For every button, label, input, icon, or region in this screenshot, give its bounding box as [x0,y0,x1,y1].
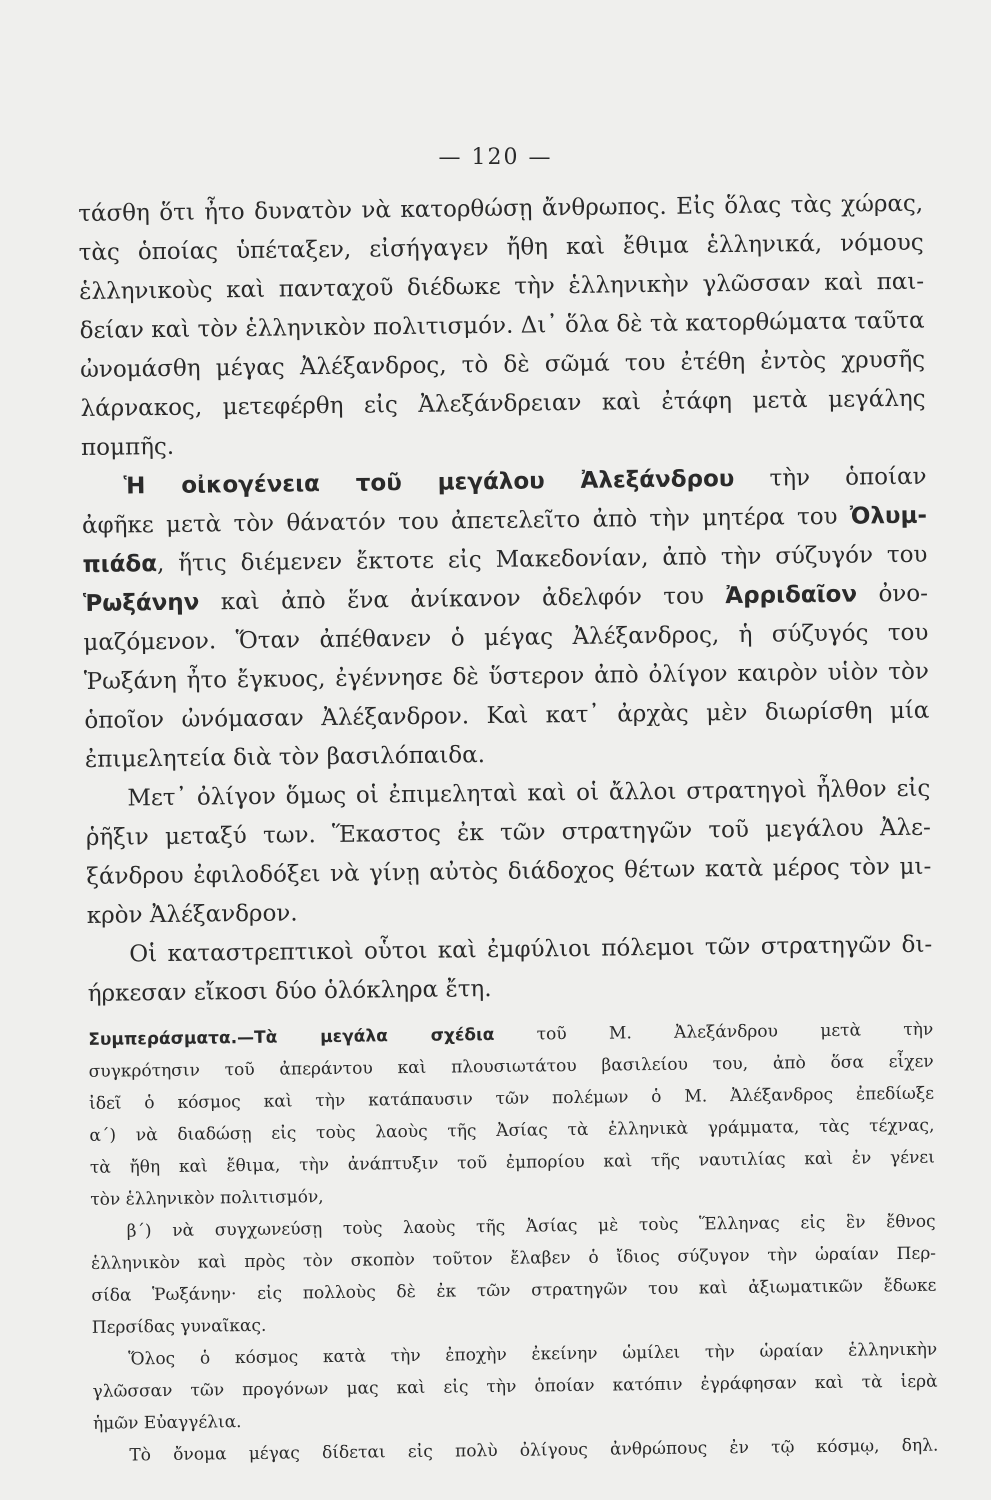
text-line: τὰ ἤθη καὶ ἔθιμα, τὴν ἀνάπτυξιν τοῦ ἐμπορίου καὶ τῆς ναυτιλίας καὶ ἐν γένει [89,1147,935,1178]
text-line: λάρνακος, μετεφέρθη εἰς Ἀλεξάνδρειαν καὶ ἐτάφη μετὰ μεγάλης [80,385,926,422]
text-line: ἡμῶν Εὐαγγέλια. [92,1412,242,1434]
paragraph [78,185,926,468]
page-body [78,185,939,1472]
text-line: α΄) νὰ διαδώσῃ εἰς τοὺς λαοὺς τῆς Ἀσίας τὰ ἑλληνικὰ γράμματα, τὰς τέχνας, [89,1115,935,1146]
paragraph [88,1014,935,1216]
text-line: μαζόμενον. Ὅταν ἀπέθανεν ὁ μέγας Ἀλέξανδρος, ἡ σύζυγός του [83,619,929,656]
text-line: πομπῆς. [80,433,175,461]
text-line: Ὅλος ὁ κόσμος κατὰ τὴν ἐποχὴν ἐκείνην ὡμίλει τὴν ὡραίαν ἑλληνικὴν [128,1339,938,1370]
bold-term: Ἀρριδαῖον [725,581,858,610]
text-line: ἐπιμελητεία διὰ τὸν βασιλόπαιδα. [84,742,486,773]
text-line: Μετ᾽ ὀλίγον ὅμως οἱ ἐπιμεληταὶ καὶ οἱ ἄλλοι στρατηγοὶ ἦλθον εἰς [127,775,931,812]
text-segment: τοῦ Μ. Ἀλεξάνδρου μετὰ τὴν [494,1019,934,1045]
paragraph [85,770,932,936]
bold-term: Συμπεράσματα.—Τὰ μεγάλα σχέδια [88,1024,495,1050]
paragraph [90,1206,937,1344]
text-line: Τὸ ὄνομα μέγας δίδεται εἰς πολὺ ὀλίγους ἀνθρώπους ἐν τῷ κόσμῳ, δηλ. [129,1435,939,1466]
text-line: ήρκεσαν εἴκοσι δύο ὁλόκληρα ἔτη. [87,976,492,1007]
text-segment: καὶ ἀπὸ ἕνα ἀνίκανον ἀδελφόν του [199,583,726,616]
page-number: — 120 — [438,145,553,170]
text-segment: , ἥτις διέμενεν ἔκτοτε εἰς Μακεδονίαν, ἀπὸ τὴν σύζυγόν του [156,541,928,578]
text-line: ἰδεῖ ὁ κόσμος καὶ τὴν κατάπαυσιν τῶν πολέμων ὁ Μ. Ἀλέξανδρος ἐπεδίωξε [88,1083,935,1114]
text-line: συγκρότησιν τοῦ ἀπεράντου καὶ πλουσιωτάτου βασιλείου του, ἀπὸ ὅσα εἶχεν [88,1051,934,1082]
text-line: ἑλληνικοὺς καὶ πανταχοῦ διέδωκε τὴν ἑλληνικὴν γλῶσσαν καὶ παι- [79,268,925,305]
text-line: ἑλληνικὸν καὶ πρὸς τὸν σκοπὸν τοῦτον ἔλαβεν ὁ ἴδιος σύζυγον τὴν ὡραίαν Περ- [90,1243,937,1274]
paragraph [92,1334,938,1440]
text-line: γλῶσσαν τῶν προγόνων μας καὶ εἰς τὴν ὁποίαν κατόπιν ἐγράφησαν καὶ τὰ ἱερὰ [92,1371,938,1402]
summary-text [88,1014,938,1472]
text-line: ὠνομάσθη μέγας Ἀλέξανδρος, τὸ δὲ σῶμά του ἐτέθη ἐντὸς χρυσῆς [79,346,926,383]
bold-term: Ἡ οἰκογένεια τοῦ μεγάλου Ἀλεξάνδρου [123,466,735,500]
text-line: Ῥωξάνη ἦτο ἔγκυος, ἐγέννησε δὲ ὕστερον ἀπὸ ὀλίγον καιρὸν υἱὸν τὸν [83,658,930,695]
text-segment: ὀνο- [856,580,929,608]
paragraph [81,458,930,780]
text-segment: ἀφῆκε μετὰ τὸν θάνατόν του ἀπετελεῖτο ἀπὸ τὴν μητέρα του [81,503,851,539]
text-line: δείαν καὶ τὸν ἑλληνικὸν πολιτισμόν. Δι᾽ ὅλα δὲ τὰ κατορθώματα ταῦτα [79,307,925,344]
text-line: σίδα Ῥωξάνην· εἰς πολλοὺς δὲ ἐκ τῶν στρατηγῶν του καὶ ἀξιωματικῶν ἔδωκε [91,1275,937,1306]
main-text [78,185,933,1014]
text-line: β΄) νὰ συγχωνεύσῃ τοὺς λαοὺς τῆς Ἀσίας μὲ τοὺς Ἕλληνας εἰς ἓν ἔθνος [126,1211,936,1242]
text-line: τὸν ἑλληνικὸν πολιτισμόν, [90,1187,324,1210]
text-segment: τὴν ὁποίαν [734,463,927,493]
text-line: κρὸν Ἀλέξανδρον. [86,900,298,929]
text-line: ῥῆξιν μεταξύ των. Ἕκαστος ἐκ τῶν στρατηγῶν τοῦ μεγάλου Ἀλε- [85,814,931,851]
bold-term: Ῥωξάνην [82,589,200,617]
text-line: τάσθη ὅτι ἦτο δυνατὸν νὰ κατορθώσῃ ἄνθρωπος. Εἰς ὅλας τὰς χώρας, [78,190,924,227]
text-line: Περσίδας γυναῖκας. [91,1315,267,1338]
text-line: τὰς ὁποίας ὑπέταξεν, εἰσήγαγεν ἤθη καὶ ἔθιμα ἑλληνικά, νόμους [78,229,924,266]
text-line: Οἱ καταστρεπτικοὶ οὗτοι καὶ ἐμφύλιοι πόλεμοι τῶν στρατηγῶν δι- [129,931,933,968]
bold-term: πιάδα [82,551,158,578]
paragraph [87,926,933,1014]
text-line: ὁποῖον ὠνόμασαν Ἀλέξανδρον. Καὶ κατ᾽ ἀρχὰς μὲν διωρίσθη μία [84,697,930,734]
bold-term: Ὀλυμ- [849,502,928,530]
text-line: ξάνδρου ἐφιλοδόξει νὰ γίνῃ αὐτὸς διάδοχος θέτων κατὰ μέρος τὸν μι- [86,853,932,890]
